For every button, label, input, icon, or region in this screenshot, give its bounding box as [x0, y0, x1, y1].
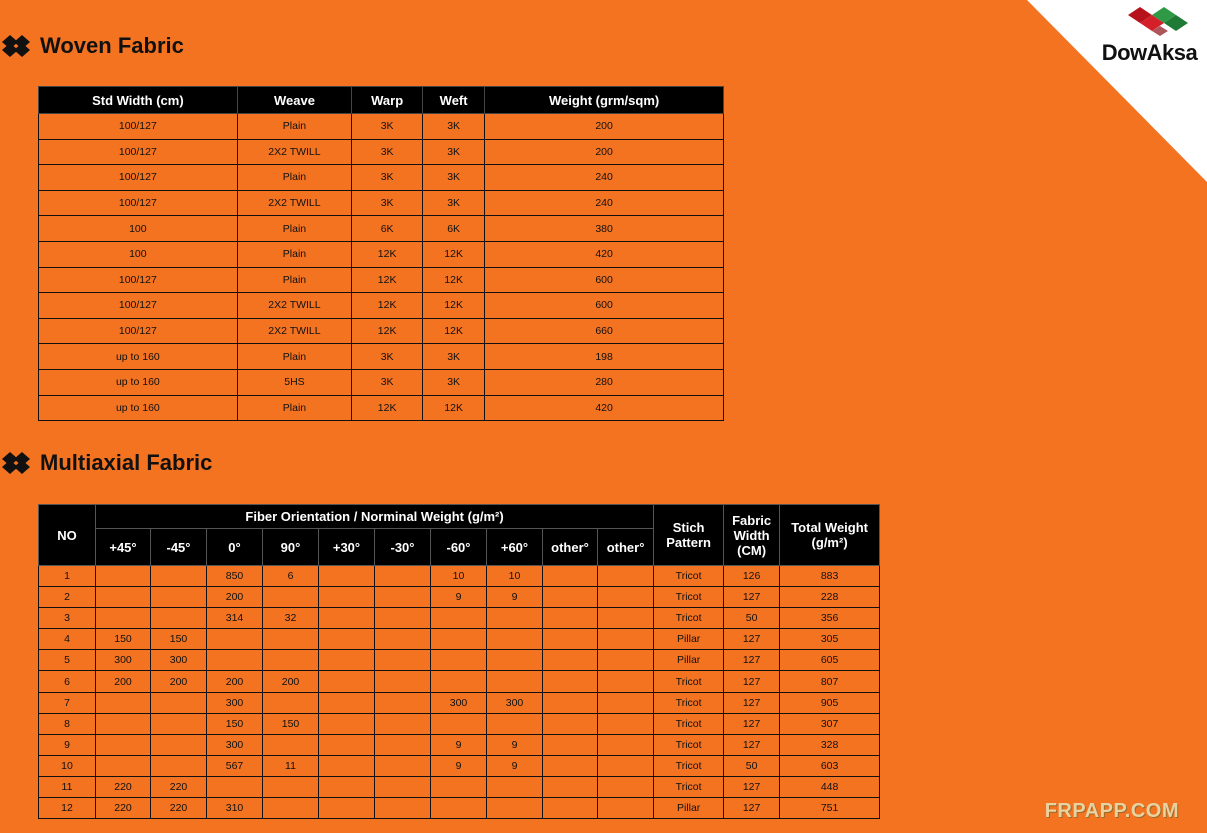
table-cell: 240 [485, 190, 724, 216]
table-cell: 3K [423, 344, 485, 370]
table-cell [431, 608, 487, 629]
orientation-header-cell: 90° [263, 529, 319, 566]
table-cell: Pillar [654, 798, 724, 819]
table-cell [375, 734, 431, 755]
table-cell: 3 [39, 608, 96, 629]
table-cell: Pillar [654, 629, 724, 650]
table-cell: 3K [352, 114, 423, 140]
table-cell: 3K [352, 190, 423, 216]
table-cell: 2X2 TWILL [237, 293, 351, 319]
table-cell: 100/127 [39, 165, 238, 191]
woven-header-cell: Weave [237, 87, 351, 114]
table-cell [319, 650, 375, 671]
table-cell: 3K [352, 344, 423, 370]
table-cell: 310 [207, 798, 263, 819]
orientation-header-cell: -45° [151, 529, 207, 566]
table-cell: 356 [780, 608, 880, 629]
table-row [39, 344, 724, 370]
table-row [39, 650, 880, 671]
table-cell: 7 [39, 692, 96, 713]
table-cell: 150 [207, 713, 263, 734]
table-cell: 3K [423, 139, 485, 165]
table-cell: Tricot [654, 692, 724, 713]
table-cell: 3K [423, 114, 485, 140]
table-cell [96, 755, 151, 776]
table-cell: 6 [263, 566, 319, 587]
table-cell [543, 566, 598, 587]
table-cell [431, 798, 487, 819]
table-cell: 200 [485, 114, 724, 140]
table-cell: 50 [724, 608, 780, 629]
orientation-header-cell: 0° [207, 529, 263, 566]
table-cell: 150 [263, 713, 319, 734]
table-cell: 126 [724, 566, 780, 587]
table-cell: up to 160 [39, 395, 238, 421]
table-cell [543, 650, 598, 671]
table-cell [375, 798, 431, 819]
table-cell: Tricot [654, 755, 724, 776]
table-cell [319, 713, 375, 734]
table-cell: 9 [487, 755, 543, 776]
table-cell: Tricot [654, 713, 724, 734]
table-cell: 605 [780, 650, 880, 671]
table-cell [96, 587, 151, 608]
table-row [39, 395, 724, 421]
table-cell: 300 [207, 734, 263, 755]
table-cell [598, 566, 654, 587]
woven-header-cell: Weft [423, 87, 485, 114]
table-cell [96, 692, 151, 713]
table-cell: Plain [237, 344, 351, 370]
table-cell [375, 776, 431, 797]
table-cell: 12K [352, 293, 423, 319]
table-cell: 220 [151, 798, 207, 819]
table-cell: Tricot [654, 776, 724, 797]
table-row [39, 776, 880, 797]
table-cell [487, 608, 543, 629]
table-cell [96, 566, 151, 587]
table-cell [598, 755, 654, 776]
table-cell: Plain [237, 165, 351, 191]
table-cell [375, 713, 431, 734]
table-row [39, 139, 724, 165]
table-cell: 6K [423, 216, 485, 242]
table-cell: 8 [39, 713, 96, 734]
table-row [39, 216, 724, 242]
table-cell: 100/127 [39, 114, 238, 140]
table-cell [543, 734, 598, 755]
table-cell [96, 713, 151, 734]
table-cell: 3K [423, 369, 485, 395]
table-cell [207, 650, 263, 671]
table-cell [263, 629, 319, 650]
orientation-header-cell: other° [598, 529, 654, 566]
table-cell: Plain [237, 267, 351, 293]
table-cell: 10 [487, 566, 543, 587]
woven-title: Woven Fabric [40, 33, 184, 58]
table-cell [375, 608, 431, 629]
table-cell [543, 629, 598, 650]
orientation-header-cell: -30° [375, 529, 431, 566]
table-cell [319, 671, 375, 692]
header-stich-pattern: Stich Pattern [654, 505, 724, 566]
table-cell [487, 713, 543, 734]
table-row [39, 369, 724, 395]
table-cell: 12K [352, 318, 423, 344]
table-cell: 305 [780, 629, 880, 650]
table-cell [543, 587, 598, 608]
table-cell: 127 [724, 671, 780, 692]
table-cell: 567 [207, 755, 263, 776]
table-cell [263, 692, 319, 713]
table-cell: 300 [431, 692, 487, 713]
table-cell: 9 [431, 734, 487, 755]
table-cell [375, 755, 431, 776]
table-cell: 12K [352, 241, 423, 267]
woven-section-title [0, 30, 184, 62]
table-cell: 2X2 TWILL [237, 318, 351, 344]
orientation-header-cell: +30° [319, 529, 375, 566]
table-cell: 300 [96, 650, 151, 671]
table-row [39, 755, 880, 776]
table-cell: 127 [724, 587, 780, 608]
table-cell: 200 [207, 671, 263, 692]
table-cell: 220 [96, 776, 151, 797]
table-cell [375, 629, 431, 650]
table-cell: 380 [485, 216, 724, 242]
brand-logo [1027, 0, 1207, 182]
table-cell [487, 650, 543, 671]
table-cell [431, 671, 487, 692]
table-cell: 3K [352, 165, 423, 191]
table-cell: 6 [39, 671, 96, 692]
table-cell: up to 160 [39, 369, 238, 395]
orientation-header-cell: +45° [96, 529, 151, 566]
table-cell [319, 734, 375, 755]
table-cell [375, 692, 431, 713]
table-row [39, 267, 724, 293]
table-cell [319, 566, 375, 587]
table-row [39, 608, 880, 629]
multiaxial-title: Multiaxial Fabric [40, 450, 213, 475]
table-cell: 905 [780, 692, 880, 713]
table-cell: 100/127 [39, 267, 238, 293]
diamond-bullet-icon [0, 447, 34, 479]
table-cell [319, 755, 375, 776]
table-cell [263, 734, 319, 755]
table-cell: 850 [207, 566, 263, 587]
table-cell: 3K [352, 139, 423, 165]
table-cell: 2 [39, 587, 96, 608]
table-cell: 600 [485, 293, 724, 319]
header-fiber-orientation: Fiber Orientation / Norminal Weight (g/m²) [96, 505, 654, 529]
table-row [39, 165, 724, 191]
table-cell [263, 587, 319, 608]
table-cell: 12K [423, 267, 485, 293]
table-cell: 9 [487, 587, 543, 608]
woven-fabric-table [38, 86, 724, 421]
orientation-header-cell: -60° [431, 529, 487, 566]
table-cell [151, 566, 207, 587]
table-cell: 328 [780, 734, 880, 755]
table-cell: 9 [39, 734, 96, 755]
table-cell [151, 734, 207, 755]
table-cell: 3K [423, 190, 485, 216]
table-cell [598, 587, 654, 608]
table-cell: 240 [485, 165, 724, 191]
table-cell [319, 608, 375, 629]
table-cell: 11 [263, 755, 319, 776]
table-cell: 2X2 TWILL [237, 139, 351, 165]
table-cell: 660 [485, 318, 724, 344]
table-cell [487, 798, 543, 819]
table-cell: Tricot [654, 566, 724, 587]
table-cell: 32 [263, 608, 319, 629]
table-cell: 200 [207, 587, 263, 608]
table-cell: 448 [780, 776, 880, 797]
table-cell: 12K [423, 241, 485, 267]
table-cell [151, 608, 207, 629]
table-cell: 200 [485, 139, 724, 165]
woven-header-cell: Weight (grm/sqm) [485, 87, 724, 114]
table-cell: 100/127 [39, 318, 238, 344]
table-cell [487, 671, 543, 692]
table-cell: 6K [352, 216, 423, 242]
orientation-header-cell: other° [543, 529, 598, 566]
table-row [39, 587, 880, 608]
table-cell: 200 [263, 671, 319, 692]
table-cell: 100/127 [39, 190, 238, 216]
table-cell: 5HS [237, 369, 351, 395]
table-row [39, 713, 880, 734]
table-cell [375, 650, 431, 671]
table-cell: 198 [485, 344, 724, 370]
table-cell: 150 [151, 629, 207, 650]
table-cell: 228 [780, 587, 880, 608]
table-cell [543, 755, 598, 776]
table-cell [431, 629, 487, 650]
table-cell [431, 776, 487, 797]
table-cell [598, 650, 654, 671]
table-row [39, 671, 880, 692]
header-total-weight: Total Weight (g/m²) [780, 505, 880, 566]
table-cell: 127 [724, 798, 780, 819]
table-cell [598, 776, 654, 797]
table-cell [207, 776, 263, 797]
table-cell [96, 734, 151, 755]
table-cell: 300 [487, 692, 543, 713]
table-row [39, 566, 880, 587]
table-cell: 100 [39, 216, 238, 242]
table-cell: 314 [207, 608, 263, 629]
table-cell [431, 650, 487, 671]
table-cell [598, 671, 654, 692]
table-cell: 9 [431, 587, 487, 608]
table-row [39, 190, 724, 216]
table-cell [263, 650, 319, 671]
table-cell: 10 [39, 755, 96, 776]
table-cell: 12K [352, 395, 423, 421]
table-cell [543, 798, 598, 819]
logo-text: DowAksa [1101, 40, 1198, 65]
table-cell: Tricot [654, 608, 724, 629]
table-cell: 127 [724, 650, 780, 671]
orientation-header-cell: +60° [487, 529, 543, 566]
table-cell: 127 [724, 734, 780, 755]
table-cell: 100/127 [39, 293, 238, 319]
table-row [39, 798, 880, 819]
table-cell: 9 [431, 755, 487, 776]
table-cell: 600 [485, 267, 724, 293]
table-cell: 12 [39, 798, 96, 819]
table-cell [598, 734, 654, 755]
table-row [39, 629, 880, 650]
table-cell [598, 629, 654, 650]
table-cell: up to 160 [39, 344, 238, 370]
table-cell: 127 [724, 776, 780, 797]
table-cell [598, 692, 654, 713]
table-cell [263, 798, 319, 819]
table-cell: 280 [485, 369, 724, 395]
table-cell: 5 [39, 650, 96, 671]
table-cell: 12K [352, 267, 423, 293]
table-cell: 3K [352, 369, 423, 395]
table-cell: 127 [724, 629, 780, 650]
table-cell: 127 [724, 713, 780, 734]
table-cell [96, 608, 151, 629]
table-cell [375, 566, 431, 587]
table-cell [319, 692, 375, 713]
table-cell: Tricot [654, 587, 724, 608]
table-cell: 220 [96, 798, 151, 819]
table-cell [543, 713, 598, 734]
table-cell [319, 798, 375, 819]
table-cell [487, 776, 543, 797]
table-cell [319, 776, 375, 797]
table-cell: Plain [237, 216, 351, 242]
table-cell: 100/127 [39, 139, 238, 165]
table-cell: 603 [780, 755, 880, 776]
table-cell [319, 629, 375, 650]
table-cell: 1 [39, 566, 96, 587]
table-cell: 300 [151, 650, 207, 671]
table-cell [375, 671, 431, 692]
table-cell: Tricot [654, 734, 724, 755]
table-cell: 9 [487, 734, 543, 755]
table-cell: 751 [780, 798, 880, 819]
woven-header-cell: Warp [352, 87, 423, 114]
watermark: FRPAPP.COM [1044, 800, 1179, 822]
table-cell [598, 798, 654, 819]
woven-header-cell: Std Width (cm) [39, 87, 238, 114]
table-cell: 100 [39, 241, 238, 267]
table-cell: Plain [237, 395, 351, 421]
table-cell: 3K [423, 165, 485, 191]
table-cell: 200 [151, 671, 207, 692]
table-cell: 12K [423, 395, 485, 421]
table-cell: 807 [780, 671, 880, 692]
table-cell [319, 587, 375, 608]
table-cell: Pillar [654, 650, 724, 671]
logo-diamonds-icon [1116, 3, 1196, 39]
table-cell: 127 [724, 692, 780, 713]
table-cell [543, 692, 598, 713]
table-cell: 420 [485, 241, 724, 267]
table-cell [263, 776, 319, 797]
table-cell [151, 713, 207, 734]
table-cell: Plain [237, 241, 351, 267]
table-cell: 300 [207, 692, 263, 713]
table-cell: 10 [431, 566, 487, 587]
table-cell: 220 [151, 776, 207, 797]
table-cell: 50 [724, 755, 780, 776]
header-no: NO [39, 505, 96, 566]
table-cell: 12K [423, 293, 485, 319]
table-row [39, 114, 724, 140]
table-cell [151, 587, 207, 608]
table-cell [543, 608, 598, 629]
table-cell: 4 [39, 629, 96, 650]
table-cell [543, 671, 598, 692]
table-cell: 11 [39, 776, 96, 797]
table-row [39, 734, 880, 755]
multiaxial-fabric-table [38, 504, 880, 819]
table-cell [431, 713, 487, 734]
table-row [39, 318, 724, 344]
table-cell [151, 692, 207, 713]
table-cell: 12K [423, 318, 485, 344]
table-cell: 420 [485, 395, 724, 421]
header-fabric-width: Fabric Width (CM) [724, 505, 780, 566]
table-cell [207, 629, 263, 650]
table-cell [543, 776, 598, 797]
table-cell [375, 587, 431, 608]
table-cell: Tricot [654, 671, 724, 692]
table-cell [487, 629, 543, 650]
diamond-bullet-icon [0, 30, 34, 62]
table-row [39, 241, 724, 267]
table-cell [598, 713, 654, 734]
table-cell: 2X2 TWILL [237, 190, 351, 216]
multiaxial-section-title [0, 447, 212, 479]
table-cell: 883 [780, 566, 880, 587]
table-cell [598, 608, 654, 629]
table-cell [151, 755, 207, 776]
table-cell: 150 [96, 629, 151, 650]
table-row [39, 692, 880, 713]
table-cell: Plain [237, 114, 351, 140]
table-cell: 307 [780, 713, 880, 734]
table-cell: 200 [96, 671, 151, 692]
table-row [39, 293, 724, 319]
